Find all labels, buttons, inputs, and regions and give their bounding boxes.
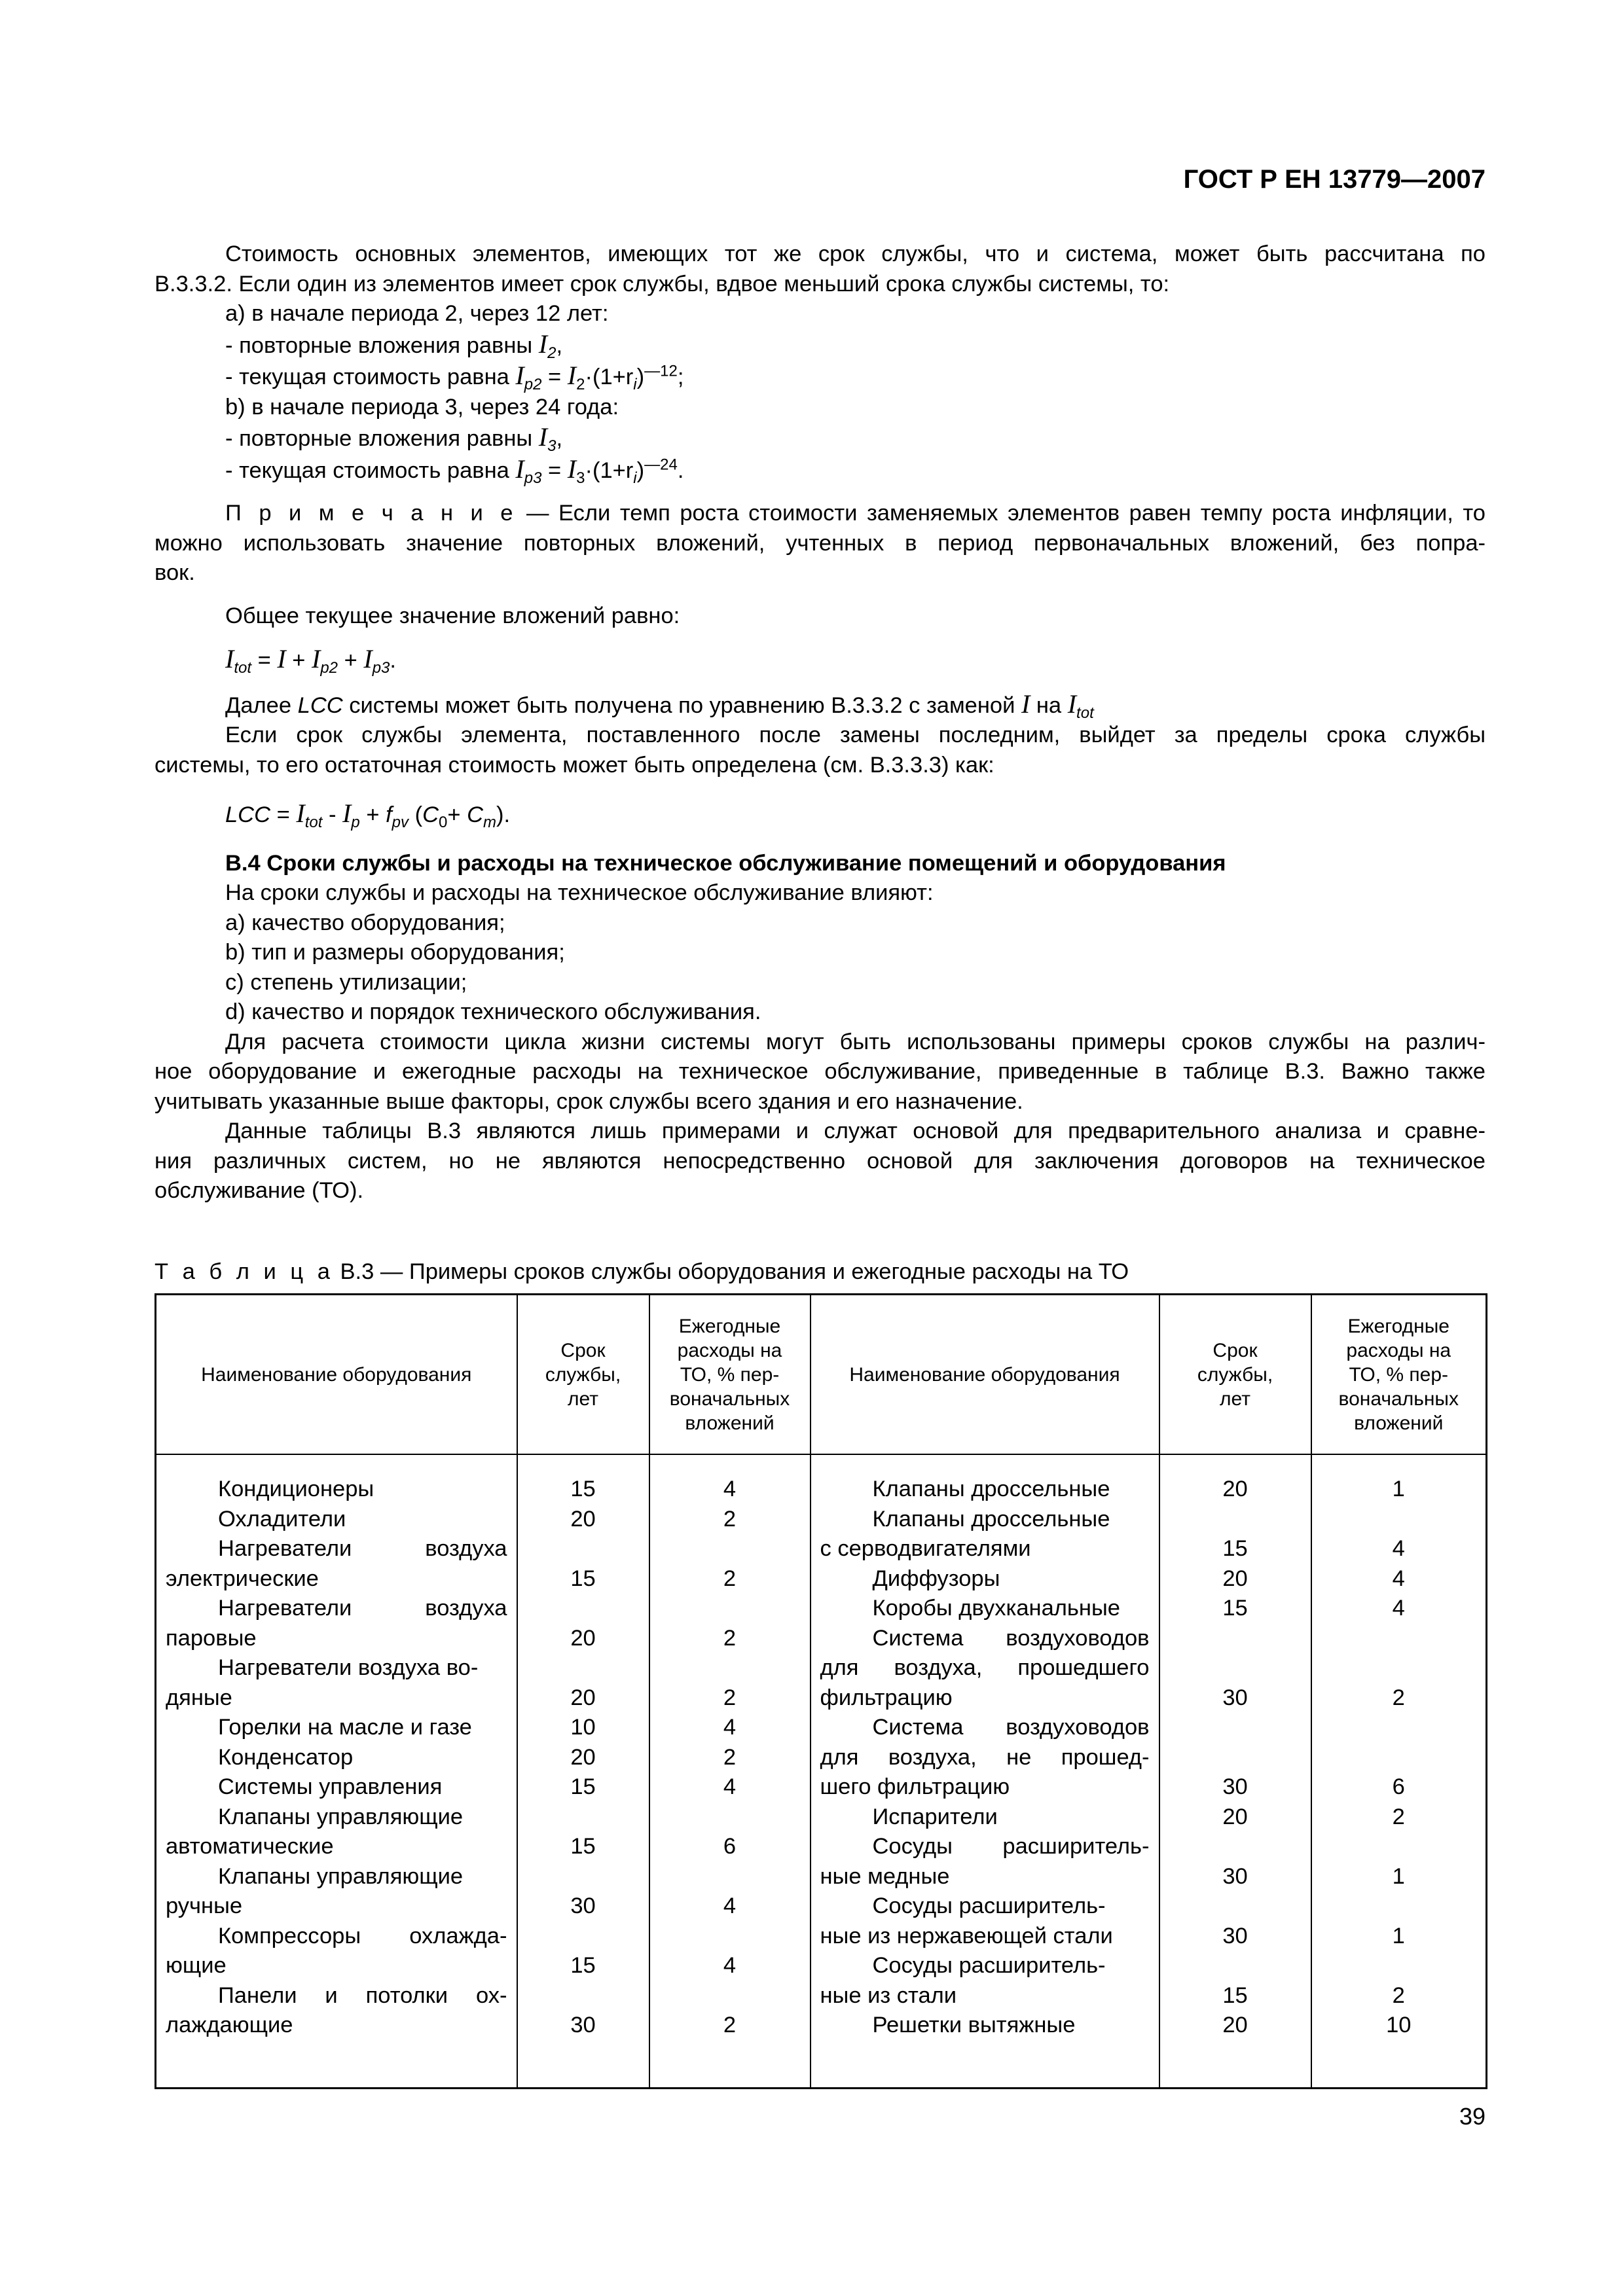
equipment-name-line: ручные: [166, 1893, 243, 1918]
value-line: [659, 1803, 801, 1833]
section-intro: На сроки службы и расходы на техническое обслуживание влияют:: [225, 880, 934, 905]
note-line2: можно использовать значение повторных вложений, учтенных в период первоначальных вложений, без попра-: [155, 530, 1486, 556]
right-cost-cell: [1311, 1455, 1487, 2089]
paragraph-data-line1: Данные таблицы В.3 являются лишь примерами и служат основой для предварительного анализа и сравне-: [225, 1119, 1486, 1143]
equipment-name-line: Кондиционеры: [218, 1477, 374, 1501]
value-line: [1169, 1892, 1302, 1922]
equipment-name-line: Диффузоры: [872, 1566, 1000, 1591]
value-line: [1169, 1505, 1302, 1535]
value-line: 4: [1392, 1566, 1405, 1591]
left-names-cell: [156, 1455, 517, 2089]
value-line: 4: [723, 1774, 737, 1799]
table-caption: Т а б л и ц а В.3 — Примеры сроков службы оборудования и ежегодные расходы на ТО: [155, 1259, 1129, 1284]
value-line: 1: [1392, 1863, 1405, 1889]
equipment-name-line: Системы управления: [218, 1774, 443, 1799]
equipment-name-line: паровые: [166, 1625, 257, 1651]
equipment-name-line: Компрессоры охлажда-: [218, 1923, 507, 1948]
value-line: 20: [1222, 1566, 1248, 1591]
value-line: 2: [723, 1744, 737, 1770]
paragraph-data-line2: ния различных систем, но не являются непосредственно основой для заключения договоров на техническое: [155, 1148, 1486, 1174]
value-line: [527, 1862, 640, 1892]
factor-a: а) качество оборудования;: [225, 910, 505, 935]
note-line1: П р и м е ч а н и е — Если темп роста стоимости заменяемых элементов равен темпу роста инфляции, то: [225, 501, 1486, 526]
value-line: 20: [1222, 1477, 1248, 1501]
value-line: [1169, 1951, 1302, 1981]
value-line: 4: [1392, 1596, 1405, 1621]
equipment-name-line: Система воздуховодов: [872, 1625, 1150, 1651]
equipment-name-line: ные из стали: [820, 1982, 957, 2008]
value-line: 15: [1222, 1982, 1248, 2008]
value-line: [659, 1862, 801, 1892]
value-line: [659, 1534, 801, 1564]
value-line: 20: [1222, 1804, 1248, 1829]
value-line: 20: [570, 1506, 596, 1532]
value-line: [527, 1803, 640, 1833]
value-line: [527, 1922, 640, 1952]
factor-d: d) качество и порядок технического обслуживания.: [225, 999, 761, 1024]
value-line: 4: [1392, 1536, 1405, 1561]
header-cost-right: Ежегодные расходы на ТО, % пер- воначальных вложений: [1311, 1295, 1487, 1455]
item-a-present-value: - текущая стоимость равна $I_{p2} = I_2\cdot(1+r_i)^{—12}$;: [225, 361, 684, 393]
right-names-cell: [811, 1455, 1159, 2089]
equipment-name-line: Решетки вытяжные: [872, 2013, 1076, 2037]
value-line: 30: [1222, 1863, 1248, 1889]
equipment-name-line: Нагреватели воздуха: [218, 1596, 507, 1621]
value-line: 2: [1392, 1982, 1405, 2008]
value-line: 20: [570, 1625, 596, 1651]
value-line: 30: [1222, 1774, 1248, 1799]
equipment-name-line: Конденсатор: [218, 1744, 354, 1770]
total-investment-formula: $I_{tot} = I + I_{p2} + I_{p3}$.: [225, 644, 396, 677]
equipment-name-line: Клапаны управляющие: [218, 1863, 464, 1889]
value-line: [659, 1653, 801, 1683]
value-line: [527, 1534, 640, 1564]
equipment-name-line: Охладители: [218, 1506, 346, 1532]
header-cost-left: Ежегодные расходы на ТО, % пер- воначальных вложений: [649, 1295, 811, 1455]
value-line: 15: [570, 1774, 596, 1799]
equipment-name-line: Нагреватели воздуха: [218, 1536, 507, 1561]
value-line: 10: [570, 1715, 596, 1740]
value-line: 30: [1222, 1923, 1248, 1948]
value-line: [659, 1594, 801, 1624]
value-line: [1169, 1713, 1302, 1743]
equipment-name-line: ющие: [166, 1953, 227, 1978]
right-life-cell: [1159, 1455, 1311, 2089]
value-line: 15: [1222, 1536, 1248, 1561]
equipment-name-line: Испарители: [872, 1804, 998, 1829]
value-line: [1169, 1743, 1302, 1773]
document-code: ГОСТ Р ЕН 13779—2007: [1183, 165, 1486, 194]
value-line: 30: [570, 2013, 596, 2037]
value-line: [659, 1922, 801, 1952]
value-line: 20: [1222, 2013, 1248, 2037]
section-title: В.4 Сроки службы и расходы на техническое обслуживание помещений и оборудования: [225, 850, 1226, 876]
equipment-name-line: для воздуха, не прошед-: [820, 1744, 1150, 1770]
value-line: 10: [1386, 2013, 1412, 2037]
value-line: 20: [570, 1744, 596, 1770]
value-line: 4: [723, 1953, 737, 1978]
item-b-reinvestment: - повторные вложения равны $I_3$,: [225, 422, 563, 455]
body-text: [155, 240, 1486, 1206]
item-b-start: b) в начале периода 3, через 24 года:: [225, 394, 619, 420]
value-line: [1321, 1624, 1477, 1654]
value-line: [1321, 1892, 1477, 1922]
table-header-row: [156, 1295, 1487, 1455]
value-line: [527, 1594, 640, 1624]
equipment-name-line: Коробы двухканальные: [872, 1596, 1120, 1621]
value-line: [527, 1981, 640, 2011]
value-line: [1169, 1653, 1302, 1683]
equipment-name-line: Сосуды расширитель-: [872, 1834, 1150, 1859]
value-line: 4: [723, 1715, 737, 1740]
value-line: 2: [723, 1625, 737, 1651]
value-line: 6: [723, 1834, 737, 1859]
value-line: 1: [1392, 1477, 1405, 1501]
value-line: 2: [1392, 1685, 1405, 1710]
value-line: 2: [723, 1566, 737, 1591]
equipment-name-line: Сосуды расширитель-: [872, 1953, 1106, 1978]
value-line: 2: [1392, 1804, 1405, 1829]
value-line: [1321, 1832, 1477, 1862]
value-line: [1169, 1832, 1302, 1862]
residual-line1: Если срок службы элемента, поставленного после замены последним, выйдет за пределы срока службы: [225, 723, 1486, 747]
equipment-name-line: Система воздуховодов: [872, 1715, 1150, 1740]
value-line: 4: [723, 1477, 737, 1501]
value-line: [1321, 1653, 1477, 1683]
value-line: [1321, 1713, 1477, 1743]
equipment-name-line: фильтрацию: [820, 1685, 953, 1710]
paragraph-calc-line2: ное оборудование и ежегодные расходы на техническое обслуживание, приведенные в таблице В.3. Важно также: [155, 1059, 1486, 1084]
value-line: [659, 1981, 801, 2011]
value-line: 4: [723, 1893, 737, 1918]
value-line: 1: [1392, 1923, 1405, 1948]
value-line: 15: [570, 1477, 596, 1501]
value-line: 15: [570, 1834, 596, 1859]
equipment-name-line: шего фильтрацию: [820, 1774, 1010, 1799]
table-body-row: [156, 1455, 1487, 2089]
equipment-name-line: ные из нержавеющей стали: [820, 1923, 1113, 1948]
equipment-lifetime-table: [155, 1293, 1487, 2089]
equipment-name-line: дяные: [166, 1685, 232, 1710]
value-line: 30: [1222, 1685, 1248, 1710]
lcc-intro: Далее LCC системы может быть получена по уравнению В.3.3.2 с заменой I на $I_{tot}$: [225, 689, 1094, 722]
equipment-name-line: с серводвигателями: [820, 1536, 1031, 1561]
equipment-name-line: Клапаны дроссельные: [872, 1477, 1110, 1501]
paragraph-calc-line3: учитывать указанные выше факторы, срок службы всего здания и его назначение.: [155, 1088, 1023, 1114]
factor-c: с) степень утилизации;: [225, 969, 467, 995]
value-line: 2: [723, 1506, 737, 1532]
equipment-name-line: автоматические: [166, 1834, 334, 1859]
left-life-cell: [517, 1455, 649, 2089]
value-line: 6: [1392, 1774, 1405, 1799]
equipment-name-line: Нагреватели воздуха во-: [218, 1655, 479, 1680]
paragraph-cost-line2: В.3.3.2. Если один из элементов имеет срок службы, вдвое меньший срока службы системы, то:: [155, 271, 1170, 296]
value-line: 2: [723, 1685, 737, 1710]
header-life-right: Срок службы, лет: [1159, 1295, 1311, 1455]
value-line: 15: [1222, 1596, 1248, 1621]
lcc-formula: LCC = $I_{tot} - I_p + f_{pv}$ $(C_0+ C_m)$.: [225, 798, 511, 831]
paragraph-calc-line1: Для расчета стоимости цикла жизни системы могут быть использованы примеры сроков службы на различ-: [225, 1029, 1486, 1054]
value-line: 15: [570, 1566, 596, 1591]
equipment-name-line: лаждающие: [166, 2013, 293, 2037]
page-number: 39: [1459, 2103, 1486, 2130]
value-line: 30: [570, 1893, 596, 1918]
paragraph-data-line3: обслуживание (ТО).: [155, 1178, 364, 1203]
value-line: 15: [570, 1953, 596, 1978]
equipment-name-line: Панели и потолки ох-: [218, 1982, 507, 2008]
paragraph-cost-line1: Стоимость основных элементов, имеющих тот же срок службы, что и система, может быть рассчитана по: [225, 242, 1486, 266]
item-a-reinvestment: - повторные вложения равны $I_2$,: [225, 329, 563, 362]
header-name-right: Наименование оборудования: [811, 1295, 1159, 1455]
left-cost-cell: [649, 1455, 811, 2089]
equipment-name-line: Клапаны управляющие: [218, 1804, 464, 1829]
value-line: 20: [570, 1685, 596, 1710]
total-investment-intro: Общее текущее значение вложений равно:: [225, 603, 680, 628]
equipment-name-line: Клапаны дроссельные: [872, 1506, 1110, 1532]
equipment-name-line: ные медные: [820, 1863, 950, 1889]
value-line: 2: [723, 2013, 737, 2037]
equipment-name-line: Горелки на масле и газе: [218, 1715, 472, 1740]
header-life-left: Срок службы, лет: [517, 1295, 649, 1455]
value-line: [1321, 1505, 1477, 1535]
equipment-name-line: для воздуха, прошедшего: [820, 1655, 1150, 1680]
item-b-present-value: - текущая стоимость равна $I_{p3} = I_3\cdot(1+r_i)^{—24}$.: [225, 454, 684, 487]
equipment-name-line: электрические: [166, 1566, 319, 1591]
item-a-start: а) в начале периода 2, через 12 лет:: [225, 301, 609, 326]
factor-b: b) тип и размеры оборудования;: [225, 940, 565, 965]
value-line: [1169, 1624, 1302, 1654]
residual-line2: системы, то его остаточная стоимость может быть определена (см. В.3.3.3) как:: [155, 752, 994, 778]
value-line: [1321, 1743, 1477, 1773]
header-name-left: Наименование оборудования: [156, 1295, 517, 1455]
equipment-name-line: Сосуды расширитель-: [872, 1893, 1106, 1918]
note-line3: вок.: [155, 560, 195, 585]
value-line: [1321, 1951, 1477, 1981]
value-line: [527, 1653, 640, 1683]
